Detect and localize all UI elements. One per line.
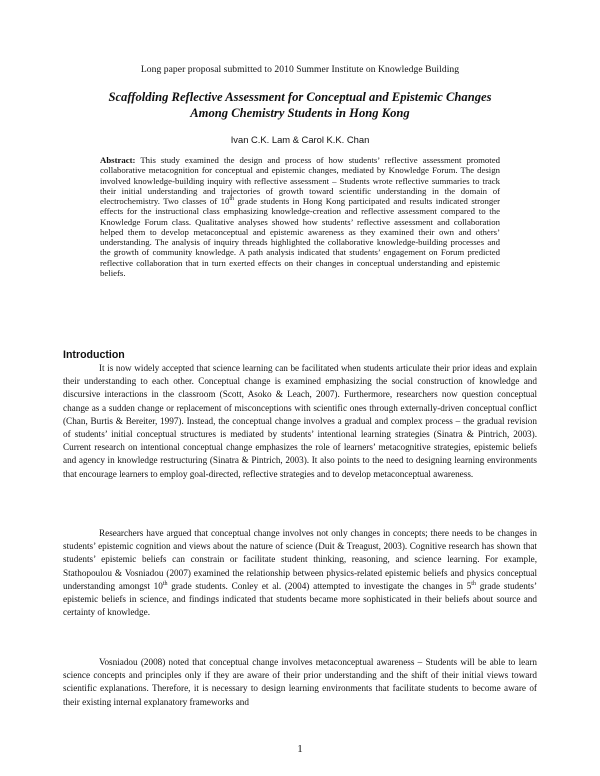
intro-paragraph-1: It is now widely accepted that science learning can be facilitated when students articulate their prior ideas and explain their understanding to each other. Conceptual change is examined emphasizing the social construction of knowledge and discursive interactions in the classroom (Scott, Asoko & Leach, 2007). Furthermore, researchers now question conceptual change as a sudden change or replacement of misconceptions with scientific ones through externally-driven conceptual conflict (Chan, Burtis & Bereiter, 1997). Instead, the conceptual change involves a gradual and complex process – the gradual revision of students’ initial conceptual structures is mediated by students’ intentional learning strategies (Sinatra & Pintrich, 2003). Current research on intentional conceptual change emphasizes the role of learners’ metacognitive strategies, epistemic beliefs and agency in knowledge restructuring (Sinatra & Pintrich, 2003). It also points to the need to designing learning environments that encourage learners to employ goal-directed, reflective strategies and to develop metaconceptual awareness. <box>63 363 537 479</box>
header-note: Long paper proposal submitted to 2010 Summer Institute on Knowledge Building <box>140 64 460 75</box>
para2-sup-1: th <box>162 580 168 587</box>
abstract <box>100 155 500 278</box>
para2-sup-2: th <box>471 580 476 587</box>
intro-paragraph-2 <box>63 527 537 619</box>
title-line-1: Scaffolding Reflective Assessment for Conceptual and Epistemic Changes <box>108 90 492 104</box>
abstract-text-a: This study examined the design and process of how students’ reflective assessment promoted collaborative metacognition for conceptual and epistemic changes, mediated by Knowledge Forum. The design involved knowledge-building inquiry with reflective assessment – Students wrote reflective summaries to track their initial understanding and trajectories of growth toward scientific understanding in the domain of electrochemistry. Two classes of 10 <box>100 155 500 206</box>
title-line-2: Among Chemistry Students in Hong Kong <box>190 105 410 120</box>
para2-text-b: grade students. Conley et al. (2004) attempted to investigate the changes in 5 <box>167 580 472 591</box>
intro-paragraph-3: Vosniadou (2008) noted that conceptual change involves metaconceptual awareness – Students will be able to learn science concepts and principles only if they are aware of their prior understanding and the shift of their initial views toward scientific explanations. Therefore, it is necessary to design learning environments that facilitate students to become aware of their existing internal explanatory frameworks and <box>63 657 537 707</box>
abstract-label: Abstract: <box>100 155 136 165</box>
introduction-heading: Introduction <box>63 349 125 361</box>
abstract-sup: th <box>229 196 235 203</box>
authors: Ivan C.K. Lam & Carol K.K. Chan <box>230 134 370 145</box>
page-number: 1 <box>297 743 303 755</box>
para2-text-c: grade students’ epistemic beliefs in science, and findings indicated that students became more sophisticated in their beliefs about source and certainty of knowledge. <box>63 580 538 618</box>
abstract-text-b: grade students in Hong Kong participated and results indicated stronger effects for the instructional class emphasizing knowledge-creation and reflective assessment compared to the Knowledge Forum class. Qualitative analyses showed how students’ reflective assessment and collaboration helped them to develop metaconceptual and epistemic awareness as they examined their own and others’ understanding. The analysis of inquiry threads highlighted the collaborative knowledge-building processes and the growth of community knowledge. A path analysis indicated that students’ engagement on Forum predicted reflective collaboration that in turn exerted effects on their changes in conceptual understanding and epistemic beliefs. <box>100 196 500 278</box>
para2-text-a: Researchers have argued that conceptual change involves not only changes in concepts; there needs to be changes in students’ epistemic cognition and views about the nature of science (Duit & Treagust, 2003). Cognitive research has shown that students’ epistemic beliefs can constrain or facilitate student thinking, reasoning, and science learning. For example, Stathopoulou & Vosniadou (2007) examined the relationship between physics-related epistemic beliefs and physics conceptual understanding amongst 10 <box>63 528 537 591</box>
paper-title <box>60 90 540 121</box>
